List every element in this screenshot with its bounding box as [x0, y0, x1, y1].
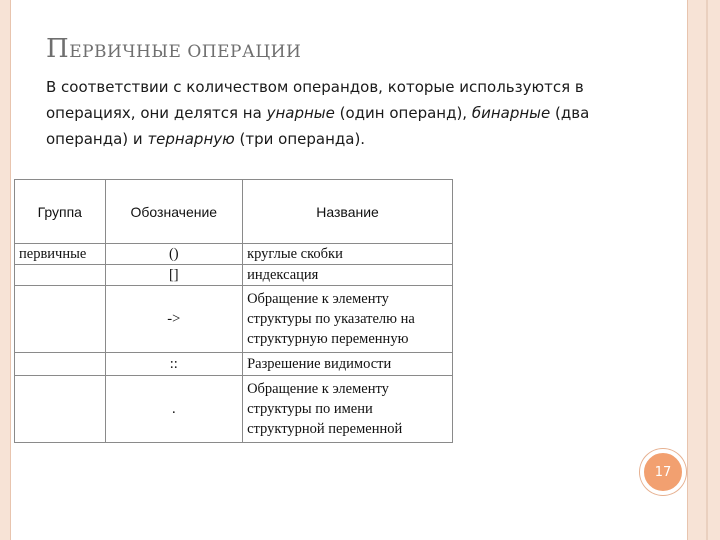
operations-table [14, 179, 453, 443]
header-name: Название [243, 180, 453, 244]
cell-name [243, 286, 453, 353]
cell-group [15, 286, 106, 353]
header-symbol: Обозначение [105, 180, 243, 244]
cell-name-line: Разрешение видимости [247, 356, 392, 372]
header-group: Группа [15, 180, 106, 244]
cell-name-line: структуры по указателю на [247, 311, 415, 327]
body-part: В соответствии с количеством операндов, которые используются в операциях, они делятся на [46, 78, 584, 122]
table-row [15, 353, 453, 376]
cell-group [15, 376, 106, 443]
cell-name [243, 265, 453, 286]
cell-group: первичные [15, 244, 106, 265]
cell-name-line: структуры по имени [247, 401, 373, 417]
frame-decor-line [706, 0, 708, 540]
page-number-badge: 17 [640, 449, 686, 495]
table-header-row [15, 180, 453, 244]
slide-title [46, 34, 301, 64]
cell-symbol: -> [105, 286, 243, 353]
table-row [15, 376, 453, 443]
title-initial: П [46, 34, 70, 64]
cell-symbol: () [105, 244, 243, 265]
term-ternary: тернарную [147, 130, 235, 148]
cell-name-line: круглые скобки [247, 246, 343, 262]
cell-name [243, 244, 453, 265]
cell-name-line: структурной переменной [247, 421, 403, 437]
table-row [15, 286, 453, 353]
cell-name [243, 353, 453, 376]
table-row [15, 265, 453, 286]
cell-name [243, 376, 453, 443]
cell-name-line: Обращение к элементу [247, 291, 389, 307]
cell-name-line: Обращение к элементу [247, 381, 389, 397]
body-part: (два операнда) и [46, 104, 590, 148]
slide-body-text [46, 74, 606, 152]
cell-group [15, 353, 106, 376]
cell-symbol: [] [105, 265, 243, 286]
cell-group [15, 265, 106, 286]
body-part: (один операнд), [334, 104, 472, 122]
cell-name-line: структурную переменную [247, 331, 409, 347]
cell-name-line: индексация [247, 267, 319, 283]
term-binary: бинарные [471, 104, 551, 122]
table-row [15, 244, 453, 265]
cell-symbol: . [105, 376, 243, 443]
term-unary: унарные [266, 104, 335, 122]
body-part: (три операнда). [234, 130, 366, 148]
title-rest: ЕРВИЧНЫЕ ОПЕРАЦИИ [69, 42, 302, 62]
cell-symbol: :: [105, 353, 243, 376]
